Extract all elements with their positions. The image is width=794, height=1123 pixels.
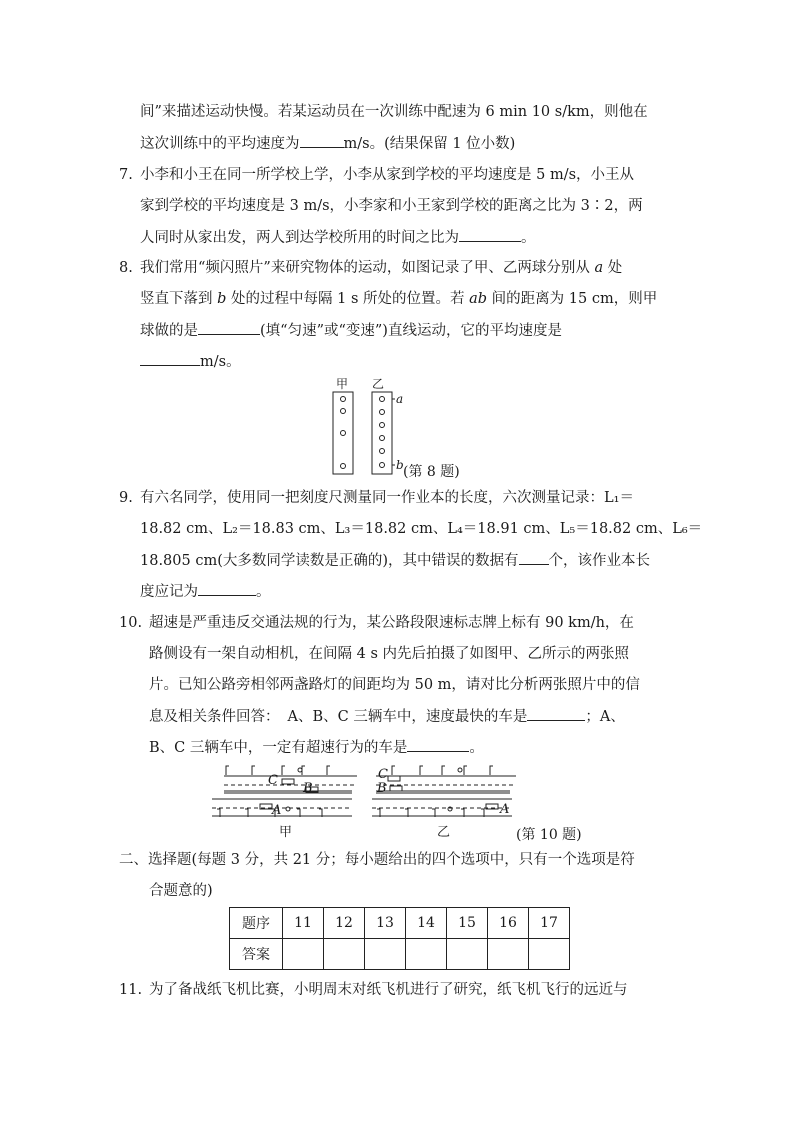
q9-line-3 [140,550,650,571]
answer-table-head-numbers: 题序 [230,908,283,939]
q10-text-b: A、B、C 三辆车中，速度最快的车是 [287,709,528,725]
q6-text: 这次训练中的平均速度为 [140,136,300,152]
answer-cell[interactable] [529,939,570,970]
q10-yi-car-c: C [378,767,388,782]
q8-blank-1 [198,320,260,335]
q8-blank-2 [140,351,200,366]
q10-jia-lamp-2 [286,807,290,811]
q6-line-1: 间”来描述运动快慢。若某运动员在一次训练中配速为 6 min 10 s/km，则他在 [140,104,648,120]
q11-line-1: 为了备战纸飞机比赛，小明周末对纸飞机进行了研究，纸飞机飞行的远近与 [149,982,628,998]
q8-tube-yi [372,392,392,474]
q7-line-3 [140,227,536,248]
q8-line-2 [140,289,657,309]
answer-table-number: 13 [365,908,406,939]
q10-line-5 [149,737,484,758]
answer-table-number: 15 [447,908,488,939]
q8-text-b: 处 [603,260,623,276]
q8-text-b: 处的过程中每隔 1 s 所处的位置。若 [226,291,470,307]
q8-balls-jia [341,397,346,469]
q10-text: B、C 三辆车中，一定有超速行为的车是 [149,740,408,756]
q10-jia-lamp [298,768,302,772]
answer-table-head-answers: 答案 [230,939,283,970]
q7-line-1: 小李和小王在同一所学校上学，小李从家到学校的平均速度是 5 m/s，小王从 [140,167,635,183]
q9-line-4 [140,581,271,602]
q6-blank [300,133,344,148]
q10-fig-label-jia: 甲 [279,825,293,840]
q8-line-4 [140,351,241,372]
q10-jia-car-c: C [268,773,278,788]
q8-text: 我们常用“频闪照片”来研究物体的运动，如图记录了甲、乙两球分别从 [140,260,595,276]
q9-text: 18.805 cm(大多数同学读数是正确的)，其中错误的数据有 [140,553,519,569]
q8-text-tail: m/s。 [200,354,241,370]
q8-number: 8. [119,260,133,276]
q8-var-ab: ab [469,291,488,307]
section-2-heading-cont: 合题意的) [149,883,213,899]
section-2-heading: 二、选择题(每题 3 分，共 21 分；每小题给出的四个选项中，只有一个选项是符 [119,852,635,868]
q10-line-1: 超速是严重违反交通法规的行为，某公路段限速标志牌上标有 90 km/h，在 [149,615,634,631]
q10-jia-car-b: B [303,781,313,796]
answer-cell[interactable] [365,939,406,970]
q10-number: 10. [119,615,143,631]
q8-line-1 [140,258,622,278]
q10-yi-car-b: B [377,781,387,796]
q11-number: 11. [119,982,143,998]
q9-blank-2 [198,581,256,596]
q9-number: 9. [119,490,133,506]
q10-jia-car-c-body [282,779,294,784]
q8-text: 球做的是 [140,323,198,339]
q10-yi-car-c-body [388,776,400,781]
q10-caption: (第 10 题) [516,827,582,843]
answer-cell[interactable] [447,939,488,970]
q8-balls-yi [380,397,385,468]
q8-fig-label-yi: 乙 [372,377,385,391]
q10-photo-jia [212,761,357,821]
answer-table-number: 16 [488,908,529,939]
q8-text-b: (填“匀速”或“变速”)直线运动，它的平均速度是 [260,323,562,339]
q8-var-b: b [217,291,227,307]
q10-blank-1 [527,706,585,721]
q8-var-a: a [594,260,604,276]
q7-blank [459,227,521,242]
q9-line-1: 有六名同学，使用同一把刻度尺测量同一作业本的长度，六次测量记录：L₁＝ [140,490,634,506]
q8-text: 竖直下落到 [140,291,218,307]
answer-cell[interactable] [283,939,324,970]
q9-text-tail: 。 [256,584,271,600]
q7-line-2: 家到学校的平均速度是 3 m/s，小李家和小王家到学校的距离之比为 3∶2，两 [140,198,643,214]
q9-line-2: 18.82 cm、L₂＝18.83 cm、L₃＝18.82 cm、L₄＝18.91 cm、L₅＝18.82 cm、L₆＝ [140,521,703,537]
q8-fig-a: a [396,392,404,406]
answer-table-row-numbers [230,908,570,939]
answer-table-row-answers [230,939,570,970]
answer-cell[interactable] [406,939,447,970]
q9-text: 度应记为 [140,584,198,600]
q8-fig-label-jia: 甲 [336,377,349,391]
q10-text-tail: 。 [469,740,484,756]
q6-text-tail: m/s。(结果保留 1 位小数) [343,136,516,152]
q10-yi-car-a: A [500,802,510,817]
answer-table [229,907,570,970]
answer-cell[interactable] [324,939,365,970]
q10-line-2: 路侧设有一架自动相机，在间隔 4 s 内先后拍摄了如图甲、乙所示的两张照 [149,646,629,662]
q8-text-c: 间的距离为 15 cm，则甲 [487,291,658,307]
q10-line-4 [149,706,625,727]
answer-cell[interactable] [488,939,529,970]
q7-text: 人同时从家出发，两人到达学校所用的时间之比为 [140,230,459,246]
answer-table-number: 17 [529,908,570,939]
q10-yi-lamp [458,768,462,772]
answer-table-number: 12 [324,908,365,939]
q10-text: 息及相关条件回答： [149,709,280,725]
q10-fig-label-yi: 乙 [437,825,451,840]
q10-yi-car-b-body [390,786,402,791]
q9-blank-1 [519,550,549,565]
answer-table-number: 11 [283,908,324,939]
q8-line-3 [140,320,562,341]
q10-text-c: ；A、 [585,709,625,725]
q9-text-b: 个，该作业本长 [548,553,651,569]
q6-line-2 [140,133,515,154]
q10-line-3: 片。已知公路旁相邻两盏路灯的间距均为 50 m，请对比分析两张照片中的信 [149,677,640,693]
q8-fig-b: b [396,458,404,472]
q10-jia-car-a: A [272,803,282,818]
q7-number: 7. [119,167,133,183]
q8-tube-jia [333,392,353,474]
q7-text-tail: 。 [521,230,536,246]
q8-caption: (第 8 题) [403,464,460,480]
answer-table-number: 14 [406,908,447,939]
q10-blank-2 [407,737,469,752]
q10-photo-yi [372,761,517,821]
q8-strobe-figure [325,390,405,480]
